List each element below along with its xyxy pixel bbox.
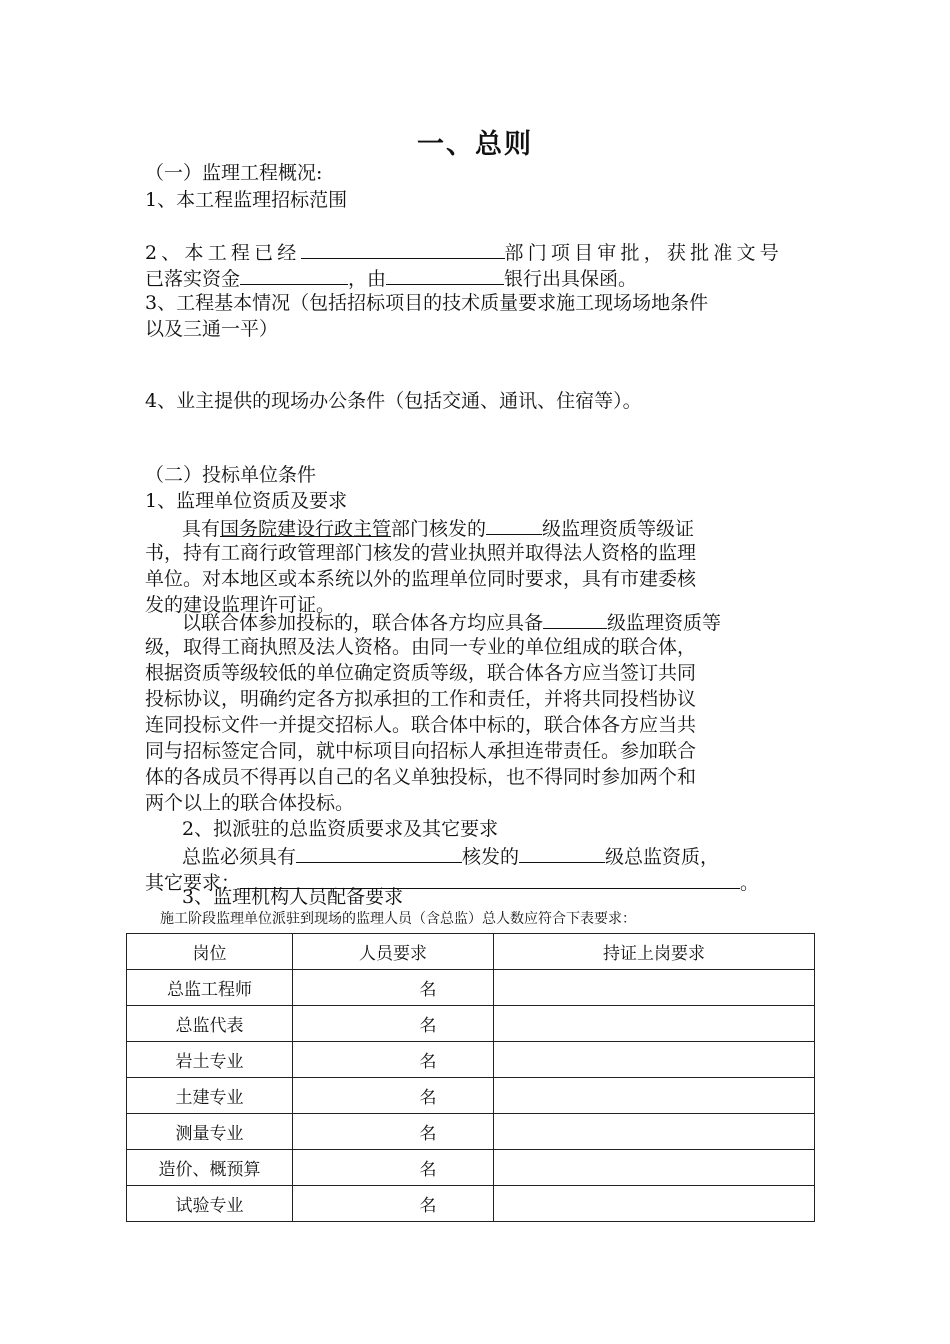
row-post: 造价、概预算 bbox=[127, 1150, 293, 1186]
p2-text-a: 以联合体参加投标的，联合体各方均应具备 bbox=[182, 612, 544, 634]
p1-text-c: 级监理资质等级证 bbox=[542, 518, 695, 540]
row-post: 试验专业 bbox=[127, 1186, 293, 1222]
item3-line1: 3、工程基本情况（包括招标项目的技术质量要求施工现场场地条件 bbox=[145, 292, 709, 314]
p2-line8: 两个以上的联合体投标。 bbox=[145, 792, 355, 814]
row-count[interactable]: 名 bbox=[293, 1078, 494, 1114]
section2-heading: （二）投标单位条件 bbox=[145, 464, 317, 486]
item3-line2: 以及三通一平） bbox=[145, 318, 279, 340]
section1-heading: （一）监理工程概况: bbox=[145, 162, 323, 184]
item2-text-c: 已落实资金 bbox=[145, 268, 241, 290]
approval-dept-blank[interactable] bbox=[301, 238, 505, 259]
row-post: 测量专业 bbox=[127, 1114, 293, 1150]
row-count[interactable]: 名 bbox=[293, 1006, 494, 1042]
table-row bbox=[127, 1150, 815, 1186]
row-cert[interactable] bbox=[494, 970, 815, 1006]
p1-line1 bbox=[182, 514, 694, 542]
p2-line5: 连同投标文件一并提交招标人。联合体中标的，联合体各方应当共 bbox=[145, 714, 697, 736]
staff-table bbox=[126, 933, 815, 1222]
p2-line1 bbox=[182, 608, 721, 636]
table-row bbox=[127, 1042, 815, 1078]
p3-line bbox=[182, 842, 719, 870]
row-cert[interactable] bbox=[494, 1114, 815, 1150]
table-row bbox=[127, 1114, 815, 1150]
item2-line2 bbox=[145, 264, 637, 292]
joint-grade-blank[interactable] bbox=[543, 608, 607, 629]
page-title: 一、总则 bbox=[417, 129, 533, 160]
item2-line1 bbox=[145, 238, 783, 266]
p2-line4: 投标协议，明确约定各方拟承担的工作和责任，并将共同投档协议 bbox=[145, 688, 697, 710]
table-row bbox=[127, 1186, 815, 1222]
header-cert: 持证上岗要求 bbox=[494, 934, 815, 970]
p2-line7: 体的各成员不得再以自己的名义单独投标，也不得同时参加两个和 bbox=[145, 766, 697, 788]
table-row bbox=[127, 970, 815, 1006]
item2-text-e: 银行出具保函。 bbox=[504, 268, 638, 290]
director-issuer-blank[interactable] bbox=[296, 842, 462, 863]
p1-text-b: 部门核发的 bbox=[391, 518, 487, 540]
row-post: 总监工程师 bbox=[127, 970, 293, 1006]
row-post: 总监代表 bbox=[127, 1006, 293, 1042]
p1-dept: 国务院建设行政主管 bbox=[220, 518, 392, 540]
row-post: 岩土专业 bbox=[127, 1042, 293, 1078]
row-cert[interactable] bbox=[494, 1186, 815, 1222]
p4-text-a: 其它要求： bbox=[145, 872, 241, 894]
p1-line4: 发的建设监理许可证。 bbox=[145, 594, 336, 616]
p1-line2: 书，持有工商行政管理部门核发的营业执照并取得法人资格的监理 bbox=[145, 542, 697, 564]
p2-line2: 级，取得工商执照及法人资格。由同一专业的单位组成的联合体， bbox=[145, 636, 697, 658]
row-count[interactable]: 名 bbox=[293, 1186, 494, 1222]
item1-scope: 1、本工程监理招标范围 bbox=[145, 189, 348, 211]
row-cert[interactable] bbox=[494, 1042, 815, 1078]
table-header-row bbox=[127, 934, 815, 970]
p4-text-b: 。 bbox=[740, 872, 760, 894]
director-grade-blank[interactable] bbox=[519, 842, 605, 863]
p2-line6: 同与招标签定合同，就中标项目向招标人承担连带责任。参加联合 bbox=[145, 740, 697, 762]
item4-office: 4、业主提供的现场办公条件（包括交通、通讯、住宿等）。 bbox=[145, 390, 642, 412]
funds-blank[interactable] bbox=[240, 264, 348, 285]
table-row bbox=[127, 1078, 815, 1114]
p2-text-b: 级监理资质等 bbox=[607, 612, 722, 634]
bank-blank[interactable] bbox=[386, 264, 504, 285]
sub2-heading: 2、拟派驻的总监资质要求及其它要求 bbox=[182, 818, 499, 840]
row-cert[interactable] bbox=[494, 1078, 815, 1114]
row-cert[interactable] bbox=[494, 1006, 815, 1042]
row-count[interactable]: 名 bbox=[293, 1150, 494, 1186]
sub3-heading: 3、监理机构人员配备要求 bbox=[182, 886, 404, 908]
row-count[interactable]: 名 bbox=[293, 970, 494, 1006]
item2-text-a: 2、本工程已经 bbox=[145, 242, 301, 264]
item2-text-b: 部门项目审批，获批准文号 bbox=[504, 242, 783, 264]
header-count: 人员要求 bbox=[293, 934, 494, 970]
item2-text-d: ，由 bbox=[348, 268, 387, 290]
p2-line3: 根据资质等级较低的单位确定资质等级，联合体各方应当签订共同 bbox=[145, 662, 697, 684]
p3-text-b: 核发的 bbox=[462, 846, 520, 868]
row-count[interactable]: 名 bbox=[293, 1114, 494, 1150]
p3-text-c: 级总监资质， bbox=[605, 846, 720, 868]
header-post: 岗位 bbox=[127, 934, 293, 970]
table-caption: 施工阶段监理单位派驻到现场的监理人员（含总监）总人数应符合下表要求： bbox=[160, 911, 636, 927]
qualification-grade-blank[interactable] bbox=[486, 514, 542, 535]
row-post: 土建专业 bbox=[127, 1078, 293, 1114]
row-cert[interactable] bbox=[494, 1150, 815, 1186]
table-row bbox=[127, 1006, 815, 1042]
p1-text-a: 具有 bbox=[182, 518, 221, 540]
row-count[interactable]: 名 bbox=[293, 1042, 494, 1078]
p1-line3: 单位。对本地区或本系统以外的监理单位同时要求，具有市建委核 bbox=[145, 568, 697, 590]
p3-text-a: 总监必须具有 bbox=[182, 846, 297, 868]
sub1-heading: 1、监理单位资质及要求 bbox=[145, 490, 348, 512]
